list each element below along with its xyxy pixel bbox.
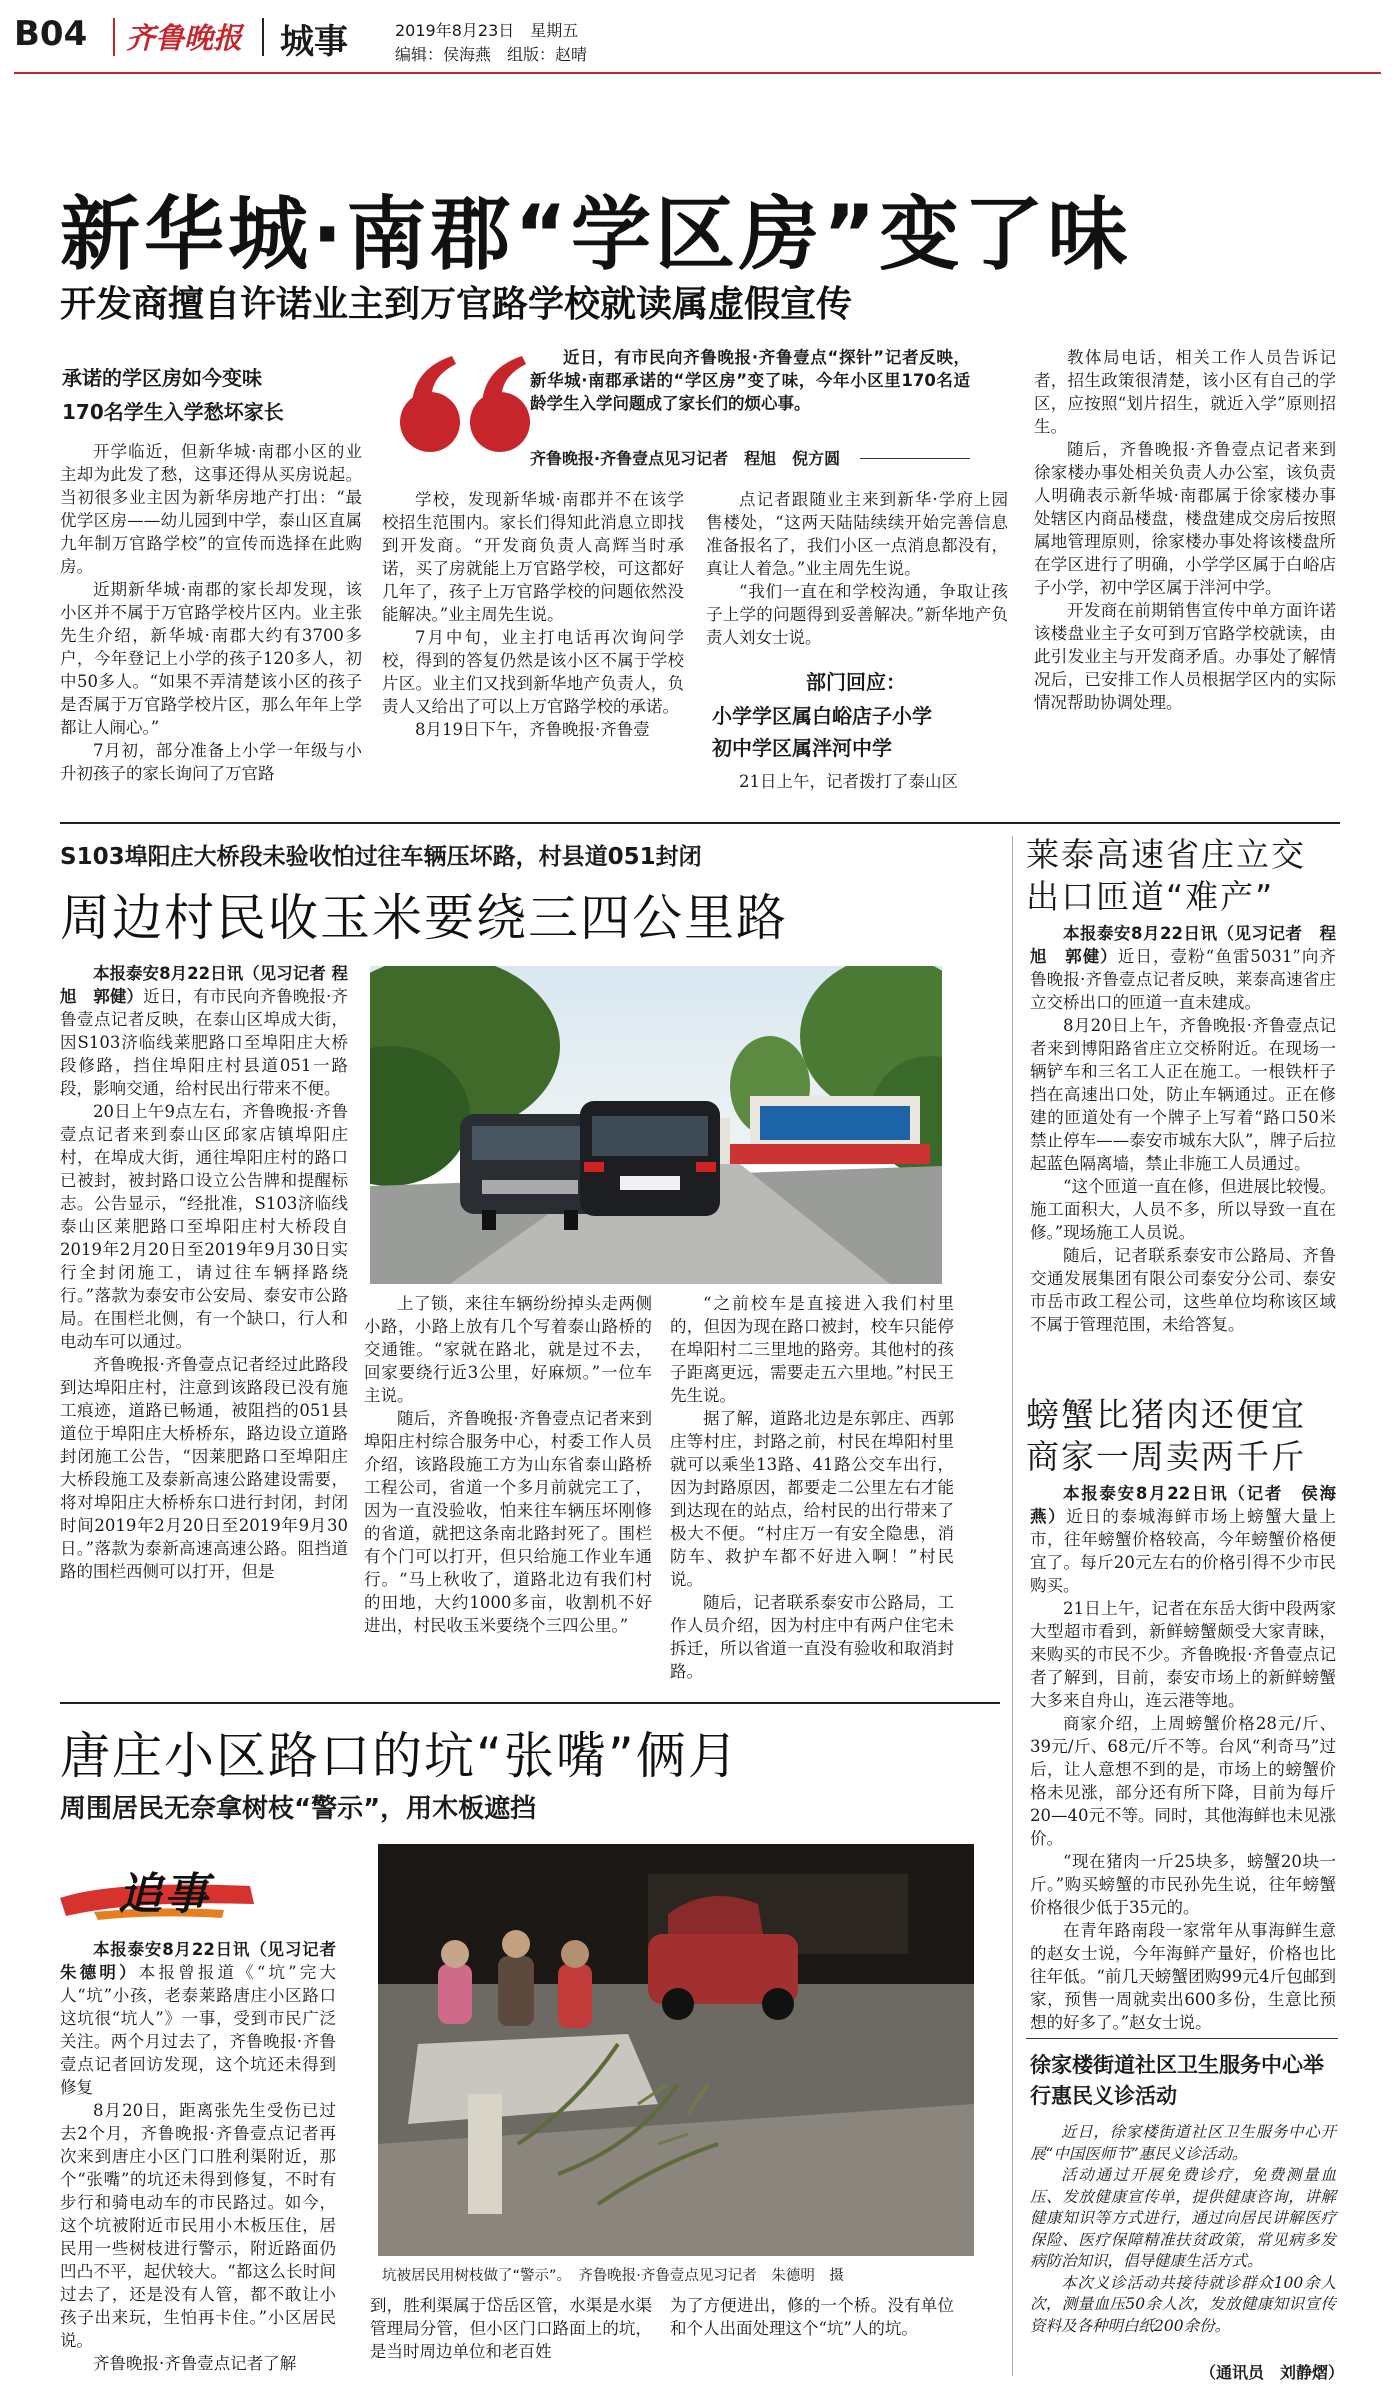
page-number: B04 [14,14,88,54]
paragraph: 8月19日下午，齐鲁晚报·齐鲁壹 [415,720,650,739]
pothole-photo-caption: 坑被居民用树枝做了“警示”。 齐鲁晚报·齐鲁壹点见习记者 朱德明 摄 [382,2268,844,2284]
story2-col2 [364,1292,652,1637]
pothole-photo [378,1844,974,2256]
paragraph: 7月中旬，业主打电话再次询问学校，得到的答复仍然是该小区不属于学校片区。业主们又找到新华地产负责人，负责人又给出了可以上万官路学校的承诺。 [382,628,684,716]
dept-response-label: 部门回应： [806,670,906,694]
story4-headline: 螃蟹比猪肉还便宜商家一周卖两千斤 [1026,1395,1306,1476]
section-title: 城事 [280,22,348,62]
story1-col1 [60,440,362,785]
story5-headline: 徐家楼街道社区卫生服务中心举行惠民义诊活动 [1030,2053,1324,2108]
story1-lead: 近日，有市民向齐鲁晚报·齐鲁壹点“探针”记者反映，新华城·南郡承诺的“学区房”变了味，今年小区里170名适龄学生入学问题成了家长们的烦心事。 [530,348,970,413]
paragraph: 为了方便进出，修的一个桥。没有单位和个人出面处理这个“坑”人的坑。 [670,2296,954,2338]
road-photo [370,966,942,1284]
paper-logo: 齐鲁晚报 [126,21,243,55]
paragraph: 随后，记者联系泰安市公路局，工作人员介绍，因为村庄中有两户住宅未拆迁，所以省道一直没有验收和取消封路。 [670,1593,954,1681]
story1-byline-rule [860,458,970,459]
story2-bottom-rule [60,1702,1000,1704]
editors-line: 编辑：侯海燕 组版：赵晴 [395,45,588,64]
paragraph: 本次义诊活动共接待就诊群众100余人次，测量血压50余人次，发放健康知识宣传资料及各种明白纸200余份。 [1030,2273,1336,2335]
paragraph [1030,1482,1336,1597]
story2-col3 [670,1292,954,1683]
paragraph: “这个匝道一直在修，但进展比较慢。施工面积大，人员不多，所以导致一直在修。”现场施工人员说。 [1030,1177,1336,1242]
paragraph: 开学临近，但新华城·南郡小区的业主却为此发了愁，这事还得从买房说起。当初很多业主因为新华房地产打出：“最优学区房——幼儿园到中学，泰山区直属九年制万官路学校”的宣传而选择在此购房。 [60,442,362,576]
paragraph: 商家介绍，上周螃蟹价格28元/斤、39元/斤、68元/斤不等。台风“利奇马”过后，让人意想不到的是，市场上的螃蟹价格未见涨，部分还有所下降，目前为每斤20—40元不等。同时，其他海鲜也未见涨价。 [1030,1714,1336,1848]
paragraph: 21日上午，记者拨打了泰山区 [739,772,958,791]
story3-body [1030,922,1336,1336]
paragraph: 随后，齐鲁晚报·齐鲁壹点记者来到徐家楼办事处相关负责人办公室，该负责人明确表示新华城·南郡属于徐家楼办事处辖区内商品楼盘，楼盘建成交房后按照属地管理原则，徐家楼办事处将该楼盘所在学区进行了明确，小学学区属于白峪店子小学，初中学区属于泮河中学。 [1034,440,1336,597]
paragraph: 活动通过开展免费诊疗，免费测量血压、发放健康宣传单，提供健康咨询，讲解健康知识等方式进行，通过向居民讲解医疗保险、医疗保障精准扶贫政策，常见病多发病防治知识，倡导健康生活方式。 [1030,2166,1336,2270]
dept-response-line-1: 小学学区属白峪店子小学 [712,704,932,728]
header-rule [14,72,1381,74]
zhuishi-logo [54,1854,260,1928]
story2-byline: 本报泰安8月22日讯（见习记者 程旭 郭健） [60,964,348,1006]
paragraph: “我们一直在和学校沟通，争取让孩子上学的问题得到妥善解决。”新华地产负责人刘女士说。 [706,582,1008,647]
dept-response-line-2: 初中学区属泮河中学 [712,736,892,760]
paragraph: 齐鲁晚报·齐鲁壹点记者经过此路段到达埠阳庄村，注意到该路段已没有施工痕迹，道路已畅通，被阻挡的051县道位于埠阳庄大桥桥东，路边设立道路封闭施工公告，“因莱肥路口至埠阳庄大桥段施工及泰新高速公路建设需要，将对埠阳庄大桥桥东口进行封闭，封闭时间2019年2月20日至2019年9月30日。”落款为泰新高速高速公路。阻挡道路的围栏西侧可以打开，但是 [60,1355,348,1581]
story2-kicker: S103埠阳庄大桥段未验收怕过往车辆压坏路，村县道051封闭 [60,844,702,870]
story2-headline: 周边村民收玉米要绕三四公里路 [60,889,788,947]
story6-col3 [670,2294,954,2340]
story1-kicker-2: 170名学生入学愁坏家长 [62,400,284,424]
story4-body [1030,1482,1336,2034]
zhuishi-logo-text: 追事 [118,1869,210,1920]
paragraph: 在青年路南段一家常年从事海鲜生意的赵女士说，今年海鲜产量好，价格也比往年低。“前几天螃蟹团购99元4斤包邮到家，预售一周就卖出600多份，生意比预想的好多了。”赵女士说。 [1030,1921,1336,2032]
paragraph: 近期新华城·南郡的家长却发现，该小区并不属于万官路学校片区内。业主张先生介绍，新华城·南郡大约有3700多户，今年登记上小学的孩子120多人，初中50多人。“如果不弄清楚该小区的孩子是否属于万官路学校片区，那么年年上学都让人闹心。” [60,580,362,737]
story4-byline: 本报泰安8月22日讯（记者 侯海燕） [1030,1484,1336,1526]
story5-body [1030,2122,1336,2337]
issue-date: 2019年8月23日 星期五 [395,21,579,40]
paragraph [1030,922,1336,1014]
story5-sign: （通讯员 刘静熠） [1200,2363,1345,2382]
story6-headline: 唐庄小区路口的坑“张嘴”俩月 [60,1727,740,1785]
paragraph: 点记者跟随业主来到新华·学府上园售楼处，“这两天陆陆续续开始完善信息准备报名了，我们小区一点消息都没有，真让人着急。”业主周先生说。 [706,490,1008,578]
paragraph: 20日上午9点左右，齐鲁晚报·齐鲁壹点记者来到泰山区邱家店镇埠阳庄村，在埠成大街，通往埠阳庄村的路口已被封，被封路口设立公告牌和提醒标志。公告显示，“经批准，S103济临线泰山区莱肥路口至埠阳庄村大桥段自2019年2月20日至2019年9月30日实行全封闭施工，请过往车辆择路绕行。”落款为泰安市公安局、泰安市公路局。在围栏北侧，有一个缺口，行人和电动车可以通过。 [60,1102,348,1351]
lead-text: 近日，壹粉“鱼雷5031”向齐鲁晚报·齐鲁壹点记者反映，莱泰高速省庄立交桥出口的匝道一直未建成。 [1030,947,1336,1012]
header-divider-2 [262,18,264,56]
paragraph: 随后，记者联系泰安市公路局、齐鲁交通发展集团有限公司泰安分公司、泰安市岳市政工程公司，这些单位均称该区域不属于管理范围，未给答复。 [1030,1246,1336,1334]
story5-top-rule [1026,2038,1338,2039]
story1-headline: 新华城·南郡“学区房”变了味 [60,188,1132,281]
paragraph: 8月20日，距离张先生受伤已过去2个月，齐鲁晚报·齐鲁壹点记者再次来到唐庄小区门口胜利渠附近，那个“张嘴”的坑还未得到修复，不时有步行和骑电动车的市民路过。如今，这个坑被附近市民用小木板压住，居民用一些树枝进行警示，附近路面仍凹凸不平，起伏较大。“都这么长时间过去了，还是没有人管，都不敢让小孩子出来玩，生怕再卡住。”小区居民说。 [60,2101,336,2350]
paragraph: 随后，齐鲁晚报·齐鲁壹点记者来到埠阳庄村综合服务中心，村委工作人员介绍，该路段施工方为山东省泰山路桥工程公司，省道一个多月前就完工了，因为一直没验收，怕来往车辆压坏刚修的省道，就把这条南北路封死了。围栏有个门可以打开，但只给施工作业车通行。“马上秋收了，道路北边有我们村的田地，大约1000多亩，收割机不好进出，村民收玉米要绕个三四公里。” [364,1409,652,1635]
paragraph: “之前校车是直接进入我们村里的，但因为现在路口被封，校车只能停在埠阳村二三里地的路旁。其他村的孩子距离更远，需要走五六里地。”村民王先生说。 [670,1294,954,1405]
paragraph: 近日，徐家楼街道社区卫生服务中心开展“中国医师节”惠民义诊活动。 [1030,2123,1336,2163]
story1-subhead: 开发商擅自许诺业主到万官路学校就读属虚假宣传 [60,284,853,325]
story1-col3-tail [706,770,1008,793]
story2-col1-top [60,962,348,1583]
page-header [0,0,1395,70]
paragraph: 教体局电话，相关工作人员告诉记者，招生政策很清楚，该小区有自己的学区，应按照“划片招生，就近入学”原则招生。 [1034,348,1336,436]
story3-byline: 本报泰安8月22日讯（见习记者 程旭 郭健） [1030,924,1336,966]
paragraph: 上了锁，来往车辆纷纷掉头走两侧小路，小路上放有几个写着泰山路桥的交通锥。“家就在路北，就是过不去，回家要绕行近3公里，好麻烦。”一位车主说。 [364,1294,652,1405]
story1-col2 [382,488,684,741]
paragraph: 8月20日上午，齐鲁晚报·齐鲁壹点记者来到博阳路省庄立交桥附近。在现场一辆铲车和三名工人正在施工。一根铁杆子挡在高速出口处，防止车辆通过。正在修建的匝道处有一个牌子上写着“路口50米禁止停车——泰安市城东大队”，牌子后拉起蓝色隔离墙，禁止非施工人员通过。 [1030,1016,1336,1173]
story6-col2 [370,2294,652,2363]
story6-subhead: 周围居民无奈拿树枝“警示”，用木板遮挡 [60,1794,537,1824]
story1-col4 [1034,346,1336,714]
paragraph: 据了解，道路北边是东郭庄、西郭庄等村庄，封路之前，村民在埠阳村里就可以乘坐13路、41路公交车出行，因为封路原因，都要走二公里左右才能到达现在的站点，给村民的出行带来了极大不便。“村庄万一有安全隐患，消防车、救护车都不好进入啊！”村民说。 [670,1409,954,1589]
paragraph: 齐鲁晚报·齐鲁壹点记者了解 [93,2354,297,2373]
column-divider [1012,836,1013,2376]
story1-bottom-rule [60,822,1340,824]
paragraph: 开发商在前期销售宣传中单方面许诺该楼盘业主子女可到万官路学校就读，由此引发业主与开发商矛盾。办事处了解情况后，已安排工作人员根据学区内的实际情况帮助协调处理。 [1034,601,1336,712]
paragraph: “现在猪肉一斤25块多，螃蟹20块一斤。”购买螃蟹的市民孙先生说，往年螃蟹价格很少低于35元的。 [1030,1852,1336,1917]
story6-col1 [60,1938,336,2375]
paragraph [60,1938,336,2099]
header-divider [113,18,115,56]
paragraph: 21日上午，记者在东岳大街中段两家大型超市看到，新鲜螃蟹颇受大家青睐，来购买的市民不少。齐鲁晚报·齐鲁壹点记者了解到，目前，泰安市场上的新鲜螃蟹大多来自舟山，连云港等地。 [1030,1599,1336,1710]
paragraph: 7月初，部分准备上小学一年级与小升初孩子的家长询问了万官路 [60,741,362,783]
story3-headline: 莱泰高速省庄立交出口匝道“难产” [1026,835,1306,916]
story1-byline: 齐鲁晚报·齐鲁壹点见习记者 程旭 倪方圆 [530,449,841,468]
quote-mark-icon [392,350,542,460]
paragraph [60,962,348,1100]
lead-text: 近日的泰城海鲜市场上螃蟹大量上市，往年螃蟹价格较高，今年螃蟹价格便宜了。每斤20元左右的价格引得不少市民购买。 [1030,1507,1336,1595]
lead-text: 近日，有市民向齐鲁晚报·齐鲁壹点记者反映，在泰山区埠成大街，因S103济临线莱肥路口至埠阳庄大桥段修路，挡住埠阳庄村县道051一路段，影响交通，给村民出行带来不便。 [60,987,349,1098]
paragraph: 学校，发现新华城·南郡并不在该学校招生范围内。家长们得知此消息立即找到开发商。“开发商负责人高辉当时承诺，买了房就能上万官路学校，可这都好几年了，孩子上万官路学校的问题依然没能解决。”业主周先生说。 [382,490,684,624]
story1-kicker-1: 承诺的学区房如今变味 [62,366,262,390]
paragraph: 到，胜利渠属于岱岳区管，水渠是水渠管理局分管，但小区门口路面上的坑，是当时周边单位和老百姓 [370,2296,652,2361]
story6-byline: 本报泰安8月22日讯（见习记者 朱德明） [60,1940,336,1982]
story1-col3 [706,488,1008,649]
lead-text: 本报曾报道《“坑”完大人“坑”小孩，老泰莱路唐庄小区路口这坑很“坑人”》一事，受到市民广泛关注。两个月过去了，齐鲁晚报·齐鲁壹点记者回访发现，这个坑还未得到修复 [60,1963,336,2097]
